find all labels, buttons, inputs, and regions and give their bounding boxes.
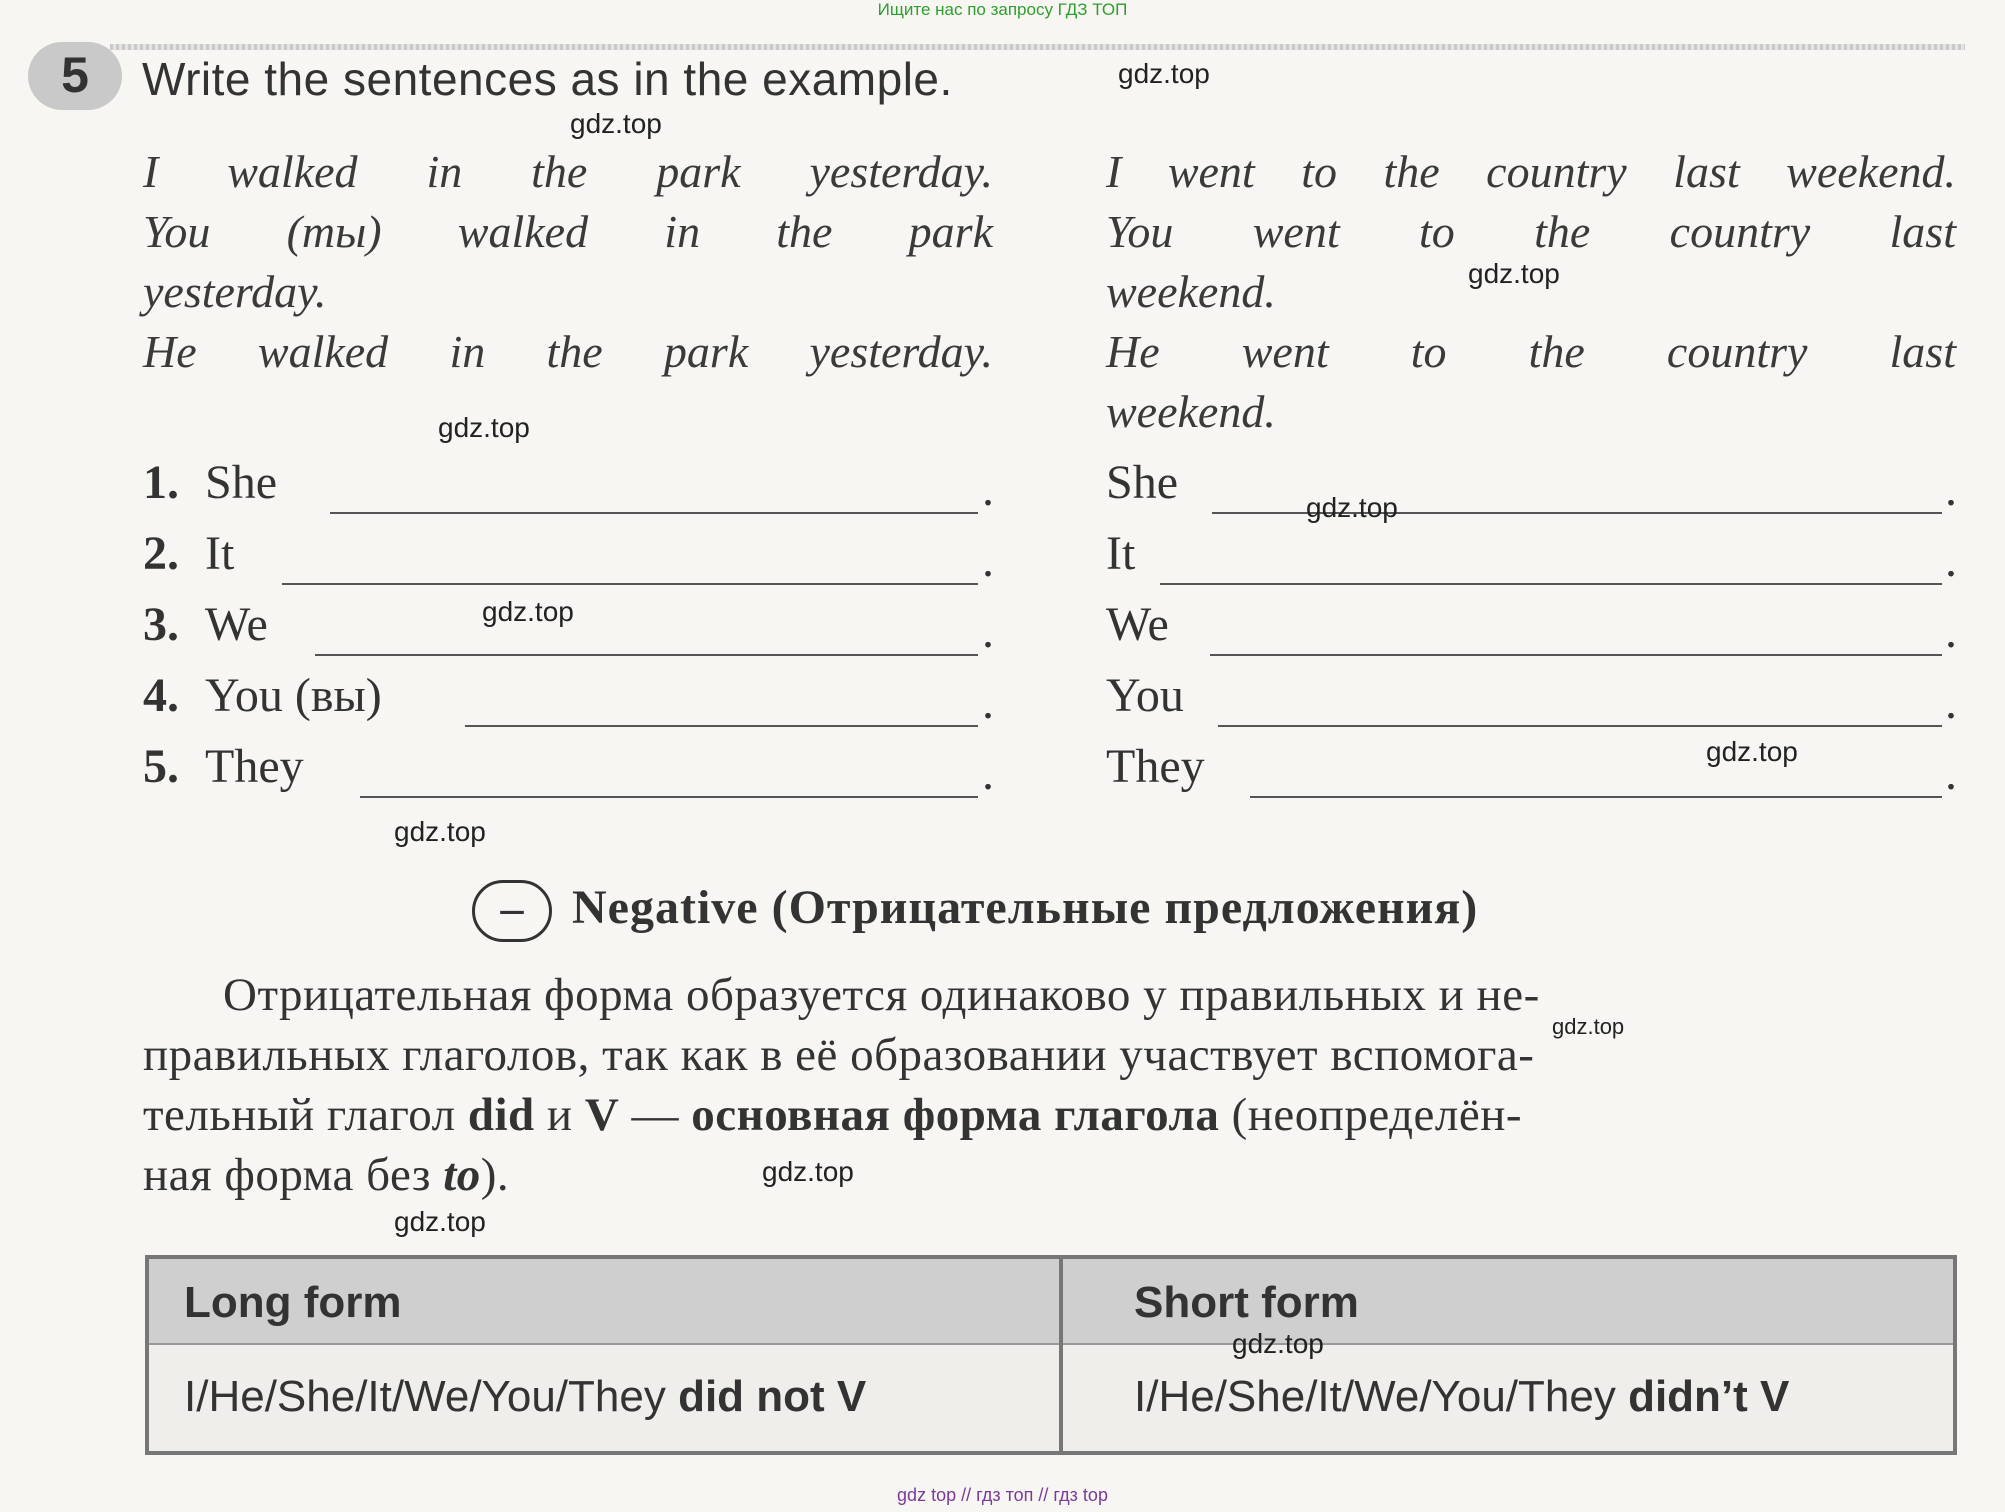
watermark: gdz.top [394, 816, 486, 847]
table-header-short: Short form [1134, 1278, 1359, 1327]
rule-text: — [619, 1089, 692, 1141]
exercise-item-2 [143, 526, 234, 582]
item-subject: You (вы) [205, 669, 382, 722]
watermark: gdz.top [482, 596, 574, 627]
rule-text: и [534, 1089, 585, 1141]
watermark: gdz.top [1552, 1014, 1625, 1039]
item-subject: It [1106, 527, 1136, 580]
watermark: gdz.top [438, 412, 530, 443]
rule-line-2: правильных глаголов, так как в её образовании участвует вспомога- [143, 1029, 1535, 1081]
cell-text: I/He/She/It/We/You/They [1134, 1372, 1629, 1421]
item-subject: She [205, 456, 277, 509]
exercise-item-4 [143, 668, 382, 724]
exercise-item-right-3 [1106, 597, 1169, 653]
exercise-item-5 [143, 739, 304, 795]
rule-text: ). [480, 1149, 510, 1201]
watermark: gdz.top [1232, 1328, 1324, 1359]
item-subject: You [1106, 669, 1184, 722]
watermark: gdz.top [570, 108, 662, 139]
cell-bold: didn’t V [1628, 1372, 1790, 1421]
answer-blank-right-5[interactable] [1250, 796, 1942, 798]
rule-bold-to: to [443, 1149, 481, 1201]
cell-bold: did not V [678, 1372, 867, 1421]
rule-line-3 [143, 1085, 1958, 1145]
end-mark: . [982, 534, 994, 587]
end-mark: . [1945, 463, 1957, 516]
end-mark: . [1945, 747, 1957, 800]
watermark: gdz.top [1118, 58, 1210, 89]
example-right-line: weekend. [1106, 386, 1276, 437]
top-banner[interactable]: Ищите нас по запросу ГДЗ ТОП [877, 0, 1128, 19]
example-right-line: He went to the country last [1106, 326, 1956, 377]
rule-line-4 [143, 1145, 1958, 1205]
answer-blank-4[interactable] [465, 725, 978, 727]
rule-paragraph [143, 965, 1958, 1205]
answer-blank-5[interactable] [360, 796, 978, 798]
end-mark: . [1945, 605, 1957, 658]
answer-blank-2[interactable] [282, 583, 978, 585]
example-left-line: You (ты) walked in the park [143, 206, 993, 257]
minus-symbol: – [500, 882, 524, 933]
rule-text: ная форма без [143, 1149, 444, 1201]
end-mark: . [982, 676, 994, 729]
end-mark: . [1945, 534, 1957, 587]
example-right-line: I went to the country last weekend. [1106, 146, 1956, 197]
example-left [143, 142, 993, 382]
exercise-item-right-4 [1106, 668, 1184, 724]
item-subject: It [205, 527, 235, 580]
watermark: gdz.top [394, 1206, 486, 1237]
item-number: 4. [143, 669, 179, 722]
table-column-divider [1059, 1255, 1063, 1455]
watermark: gdz.top [1706, 736, 1798, 767]
exercise-item-right-2 [1106, 526, 1135, 582]
answer-blank-right-4[interactable] [1218, 725, 1942, 727]
item-subject: We [205, 598, 268, 651]
negative-title-en: Negative [572, 881, 759, 934]
example-right-line: weekend. [1106, 266, 1276, 317]
example-right-line: You went to the country last [1106, 206, 1956, 257]
negative-title-ru: (Отрицательные предложения) [771, 881, 1479, 934]
item-subject: She [1106, 456, 1178, 509]
table-header-long: Long form [184, 1278, 402, 1327]
exercise-item-1 [143, 455, 277, 511]
item-subject: We [1106, 598, 1169, 651]
item-number: 5. [143, 740, 179, 793]
rule-text: (неопределён- [1219, 1089, 1523, 1141]
table-cell-short [1134, 1372, 1789, 1422]
example-left-line: yesterday. [143, 266, 327, 317]
watermark: gdz.top [762, 1156, 854, 1187]
answer-blank-3[interactable] [315, 654, 978, 656]
exercise-title: Write the sentences as in the example. [142, 53, 953, 105]
end-mark: . [982, 605, 994, 658]
end-mark: . [1945, 676, 1957, 729]
watermark: gdz.top [1306, 492, 1398, 523]
end-mark: . [982, 747, 994, 800]
rule-text: Отрицательная форма образуется одинаково у правильных и не- [223, 969, 1540, 1021]
negative-heading [572, 880, 1478, 935]
exercise-item-right-5 [1106, 739, 1205, 795]
table-cell-long [184, 1372, 866, 1422]
answer-blank-right-3[interactable] [1210, 654, 1942, 656]
exercise-number: 5 [61, 47, 89, 103]
footer-links[interactable]: gdz top // гдз топ // гдз top [897, 1485, 1108, 1505]
answer-blank-1[interactable] [330, 512, 978, 514]
end-mark: . [982, 463, 994, 516]
item-subject: They [1106, 740, 1205, 793]
item-subject: They [205, 740, 304, 793]
top-divider [110, 44, 1965, 50]
rule-line-1 [143, 965, 1958, 1025]
watermark: gdz.top [1468, 258, 1560, 289]
rule-text: тельный глагол [143, 1089, 468, 1141]
cell-text: I/He/She/It/We/You/They [184, 1372, 679, 1421]
exercise-item-3 [143, 597, 268, 653]
rule-bold-v: V [584, 1089, 620, 1141]
rule-bold-did: did [467, 1089, 535, 1141]
table-header-separator [149, 1343, 1953, 1345]
item-number: 3. [143, 598, 179, 651]
example-right [1106, 142, 1956, 442]
answer-blank-right-2[interactable] [1160, 583, 1942, 585]
item-number: 1. [143, 456, 179, 509]
example-left-line: He walked in the park yesterday. [143, 326, 993, 377]
item-number: 2. [143, 527, 179, 580]
rule-bold-base-form: основная форма глагола [691, 1089, 1220, 1141]
example-left-line: I walked in the park yesterday. [143, 146, 993, 197]
exercise-item-right-1 [1106, 455, 1178, 511]
